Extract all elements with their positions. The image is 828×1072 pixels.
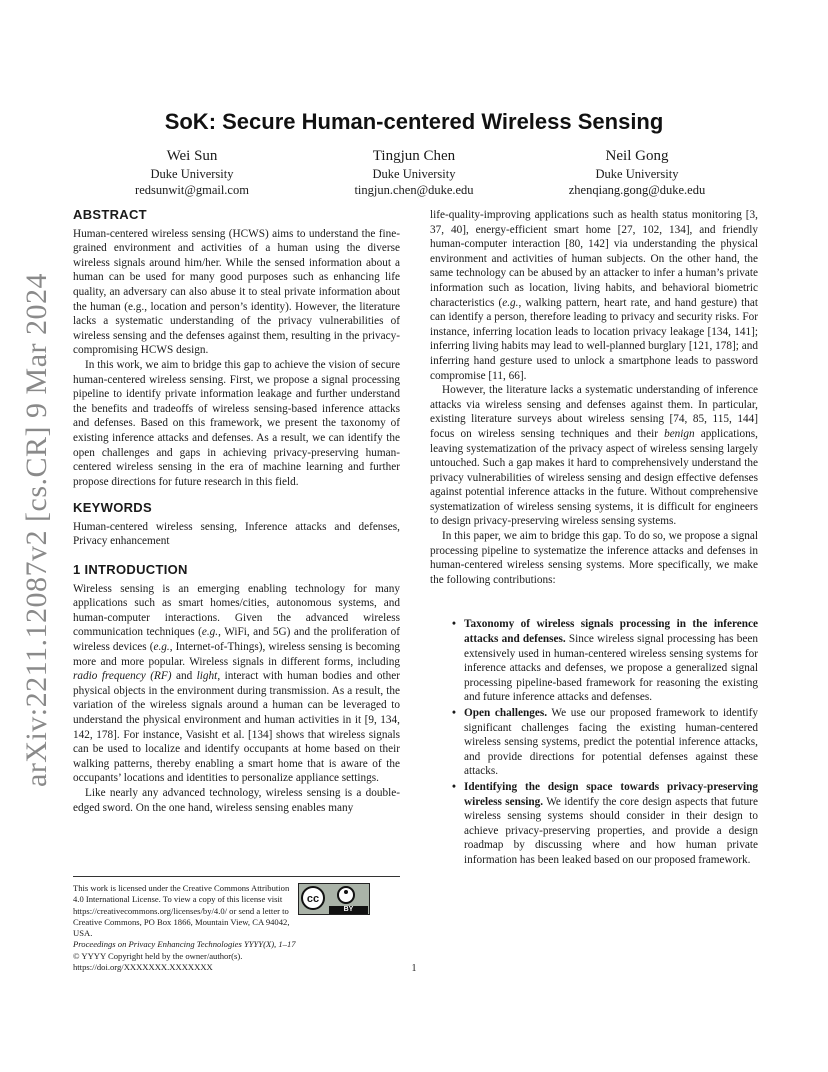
introduction-heading: 1 INTRODUCTION (73, 562, 188, 578)
text-run: , WiFi, and 5G) and the proliferation of wireless devices ( (73, 626, 400, 654)
author-name: Tingjun Chen (372, 148, 456, 164)
contribution-text: Since wireless signal processing has been extensively used in human-centered wireless sensing systems for inference attacks and defenses, we propose a generalized signal processing pipeline-based framework for reasoning the existing and future inference attacks and defenses. (464, 633, 758, 704)
license-text: This work is licensed under the Creative Commons Attribution 4.0 International License. To view a copy of this license visit https://creativecommons.org/licenses/by/4.0/ or send a letter to Creative Commons, PO Box 1866, Mountain View, CA 94042, USA. (73, 883, 290, 939)
keywords-text: Human-centered wireless sensing, Inference attacks and defenses, Privacy enhancement (73, 520, 400, 548)
list-item (452, 780, 758, 868)
intro-paragraph-2: Like nearly any advanced technology, wireless sensing is a double-edged sword. On the one hand, wireless sensing enables many (73, 786, 400, 814)
right-paragraph-2 (430, 383, 758, 529)
author-email: tingjun.chen@duke.edu (354, 183, 474, 197)
by-label: BY (329, 906, 368, 914)
text-run-italic: radio frequency (RF) (73, 670, 172, 683)
doi-text: https://doi.org/XXXXXXX.XXXXXXX (73, 962, 213, 973)
right-paragraph-3: In this paper, we aim to bridge this gap. To do so, we propose a signal processing pipeline to systematize the inference attacks and defenses in human-centered wireless sensing systems. More specifically, we make the following contributions: (430, 530, 758, 586)
contribution-text: We identify the core design aspects that future wireless sensing systems should consider in their design to achieve privacy-preserving properties, and provide a design roadmap by discussing where and how human private information has been leaked based on our proposed framework. (464, 795, 758, 866)
text-run: However, the literature lacks a systematic understanding of inference attacks via wireless sensing and defenses against them. In particular, existing literature surveys about wireless sensing [74, 85, 115, 144] focus on wireless sensing techniques and their (430, 384, 758, 440)
author-affiliation: Duke University (372, 167, 456, 181)
author-name: Neil Gong (605, 148, 669, 164)
right-paragraph-1 (430, 208, 758, 383)
list-item (452, 706, 758, 779)
copyright-text: © YYYY Copyright held by the owner/author(s). (73, 950, 243, 961)
author-block-1 (72, 147, 312, 198)
text-run: and (171, 670, 197, 683)
arxiv-stamp-text: arXiv:2211.12087v2 [cs.CR] 9 Mar 2024 (20, 273, 53, 787)
cc-by-license-badge (298, 883, 370, 915)
page-number: 1 (411, 963, 417, 974)
keywords-heading: KEYWORDS (73, 500, 152, 516)
text-run-italic: e.g. (201, 626, 219, 639)
intro-paragraph-1 (73, 582, 400, 786)
footnote (73, 876, 400, 973)
cc-icon: cc (301, 886, 325, 910)
text-run: applications, leaving systematization of the privacy aspect of wireless sensing largely untouched. Such a gap makes it hard to comprehensively understand the privacy vulnerabilities of wireless sensing and design effective defenses against potential inference attacks in the future. Without comprehensive systematization of wireless sensing systems, it is difficult for engineers to design privacy-preserving wireless sensing systems. (430, 427, 758, 528)
text-run-italic: e.g. (153, 641, 170, 654)
paper-title: SoK: Secure Human-centered Wireless Sensing (164, 109, 664, 134)
abstract-paragraph-1: Human-centered wireless sensing (HCWS) aims to understand the fine-grained environment and activities of a human using the diverse wireless signals around him/her. While the sensed information about a human can be used for many good purposes such as enhancing life quality, an adversary can also abuse it to steal private information about the human (e.g., location and person’s identity). However, the literature lacks a systematic understanding of the privacy vulnerabilities of wireless sensing and the defenses against them, resulting in the privacy-compromising HCWS design. (73, 227, 400, 357)
left-column (73, 208, 400, 815)
text-run-italic: light (196, 670, 218, 683)
journal-text: Proceedings on Privacy Enhancing Technologies YYYY(X), 1–17 (73, 939, 296, 950)
attribution-person-icon (337, 886, 355, 904)
right-column (430, 208, 758, 869)
arxiv-stamp (0, 273, 74, 787)
contribution-title: Identifying the design space towards privacy-preserving wireless sensing. (464, 780, 758, 808)
author-email: zhenqiang.gong@duke.edu (568, 183, 706, 197)
text-run-italic: e.g. (502, 296, 519, 309)
author-affiliation: Duke University (595, 167, 679, 181)
abstract-heading: ABSTRACT (73, 207, 147, 222)
text-run: life-quality-improving applications such as health status monitoring [3, 37, 40], energy-efficient smart home [27, 102, 134], and friendly human-computer interaction [80, 142] via understanding the physical environment and activities of human subjects. On the other hand, the same technology can be abused by an attacker to infer a human’s private information such as location, living habits, and behavioral biometric characteristics ( (430, 209, 758, 309)
author-block-2 (294, 147, 534, 198)
text-run-italic: benign (664, 427, 695, 440)
text-run: , Internet-of-Things), wireless sensing is becoming more and more popular. Wireless signals in different forms, including (73, 641, 400, 668)
author-email: redsunwit@gmail.com (135, 183, 249, 197)
author-affiliation: Duke University (150, 167, 234, 181)
contribution-text: We use our proposed framework to identify significant challenges facing the existing human-centered wireless sensing systems, predict the potential inference attacks, and provide directions for potential defenses against these attacks. (464, 707, 758, 778)
contribution-title: Taxonomy of wireless signals processing in the inference attacks and defenses. (464, 618, 758, 646)
contributions-list (452, 617, 758, 867)
list-item (452, 617, 758, 705)
contribution-title: Open challenges. (464, 707, 548, 719)
abstract-paragraph-2: In this work, we aim to bridge this gap to achieve the vision of secure human-centered wireless sensing. First, we propose a signal processing pipeline to identify private information leakage and further understand the benefits and tradeoffs of wireless sensing-based inference attacks and defenses. Based on this framework, we present the taxonomy of existing inference attacks and defenses. As a result, we can identify the open challenges and gaps in achieving privacy-preserving human-centered wireless sensing in the era of machine learning and further propose directions for future research in this field. (73, 358, 400, 488)
text-run: , walking pattern, heart rate, and hand gesture) that can identify a person, therefore leading to privacy and security risks. For instance, inferring location leads to location privacy leakage [134, 141]; inferring living habits may lead to well-planned burglary [121, 178]; and inferring hand gesture used to unlock a smartphone leads to password compromise [11, 66]. (430, 296, 758, 382)
text-run: , interact with human bodies and other physical objects in the environment during transmission. As a result, the variation of the wireless signals around a human can be leveraged to understand the physical environment and human activities in it [9, 134, 142, 178]. For instance, Vasisht et al. [134] shows that wireless signals can be used to localize and identify occupants at home based on their walking patterns, thereby enabling a smart home that is aware of the occupants’ locations and identities to personalize appliance settings. (73, 670, 400, 785)
text-run: Wireless sensing is an emerging enabling technology for many applications such as smart homes/cities, autonomous systems, and human-computer interactions. Given the advanced wireless communication techniques ( (73, 582, 400, 639)
author-name: Wei Sun (166, 148, 218, 164)
author-block-3 (517, 147, 757, 198)
